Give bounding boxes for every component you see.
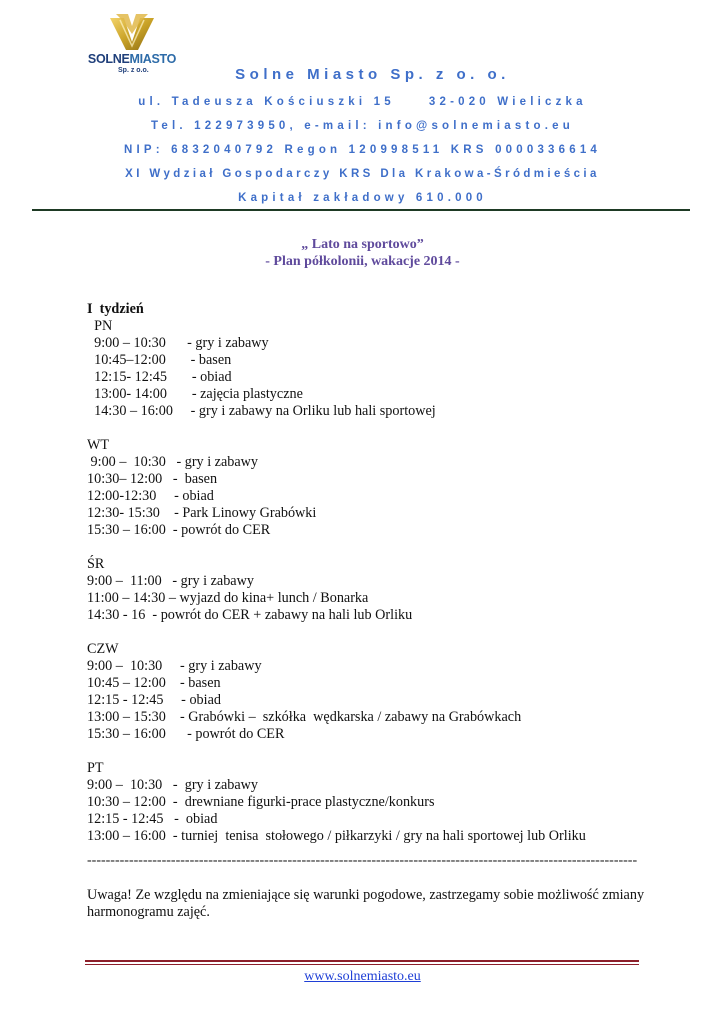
schedule-line: 12:15 - 12:45 - obiad <box>87 692 221 708</box>
schedule-line: PT <box>87 760 104 776</box>
schedule-line: 9:00 – 10:30 - gry i zabawy <box>87 454 259 470</box>
schedule-line: 13:00 – 15:30 - Grabówki – szkółka wędkarska / zabawy na Grabówkach <box>87 709 522 725</box>
company-ids: NIP: 6832040792 Regon 120998511 KRS 0000336614 <box>123 144 602 156</box>
schedule-line: 14:30 - 16 - powrót do CER + zabawy na hali lub Orliku <box>87 607 413 623</box>
company-court: XI Wydział Gospodarczy KRS Dla Krakowa-Śródmieścia <box>125 168 600 180</box>
schedule-line: 12:00-12:30 - obiad <box>87 488 214 504</box>
logo-subtitle: Sp. z o.o. <box>118 67 149 74</box>
schedule-line: 13:00- 14:00 - zajęcia plastyczne <box>87 386 303 402</box>
schedule-line: 10:45–12:00 - basen <box>87 352 232 368</box>
schedule-line: ŚR <box>87 556 105 572</box>
schedule-line <box>87 420 707 437</box>
company-address <box>0 96 725 108</box>
schedule-line: 12:30- 15:30 - Park Linowy Grabówki <box>87 505 317 521</box>
city-address: 32-020 Wieliczka <box>428 96 587 108</box>
logo-wordmark: SOLNEMIASTO <box>87 52 177 66</box>
schedule-line: CZW <box>87 641 119 657</box>
schedule-line: PN <box>87 318 113 334</box>
company-logo <box>80 12 184 74</box>
schedule-line: 9:00 – 10:30 - gry i zabawy <box>87 658 262 674</box>
schedule-line: 9:00 – 10:30 - gry i zabawy <box>87 335 269 351</box>
schedule-line <box>87 539 707 556</box>
week-heading: I tydzień <box>87 301 144 317</box>
schedule-line: 9:00 – 10:30 - gry i zabawy <box>87 777 259 793</box>
schedule-line: 11:00 – 14:30 – wyjazd do kina+ lunch / Bonarka <box>87 590 369 606</box>
street-address: ul. Tadeusza Kościuszki 15 <box>138 96 395 108</box>
document-title: „ Lato na sportowo” <box>301 237 424 252</box>
schedule-line: 15:30 – 16:00 - powrót do CER <box>87 522 271 538</box>
schedule-line: 10:30– 12:00 - basen <box>87 471 218 487</box>
company-name: Solne Miasto Sp. z o. o. <box>235 66 510 83</box>
schedule-line: 15:30 – 16:00 - powrót do CER <box>87 726 285 742</box>
company-capital: Kapitał zakładowy 610.000 <box>238 192 487 204</box>
footer-divider <box>85 960 639 962</box>
schedule-line: 12:15- 12:45 - obiad <box>87 369 232 385</box>
schedule-line: 10:30 – 12:00 - drewniane figurki-prace plastyczne/konkurs <box>87 794 435 810</box>
schedule-line: 13:00 – 16:00 - turniej tenisa stołowego / piłkarzyki / gry na hali sportowej lub Orliku <box>87 828 586 844</box>
company-contact: Tel. 122973950, e-mail: info@solnemiasto.eu <box>151 120 574 132</box>
header-divider <box>32 209 690 211</box>
schedule-line: 10:45 – 12:00 - basen <box>87 675 221 691</box>
schedule-line <box>87 624 707 641</box>
schedule-line: 9:00 – 11:00 - gry i zabawy <box>87 573 254 589</box>
dashed-separator: ---------------------------------------------------------------------------------------------------------------------- <box>87 853 638 868</box>
document-subtitle: - Plan półkolonii, wakacje 2014 - <box>265 254 460 269</box>
website-link[interactable]: www.solnemiasto.eu <box>304 969 421 984</box>
schedule-line <box>87 743 707 760</box>
schedule-line: WT <box>87 437 110 453</box>
schedule-line: 14:30 – 16:00 - gry i zabawy na Orliku lub hali sportowej <box>87 403 436 419</box>
footer-divider-thin <box>85 964 639 965</box>
crown-icon <box>80 12 184 54</box>
weather-note: Uwaga! Ze względu na zmieniające się warunki pogodowe, zastrzegamy sobie możliwość zmiany harmonogramu zajęć. <box>87 887 645 920</box>
schedule <box>87 301 707 845</box>
schedule-line: 12:15 - 12:45 - obiad <box>87 811 218 827</box>
